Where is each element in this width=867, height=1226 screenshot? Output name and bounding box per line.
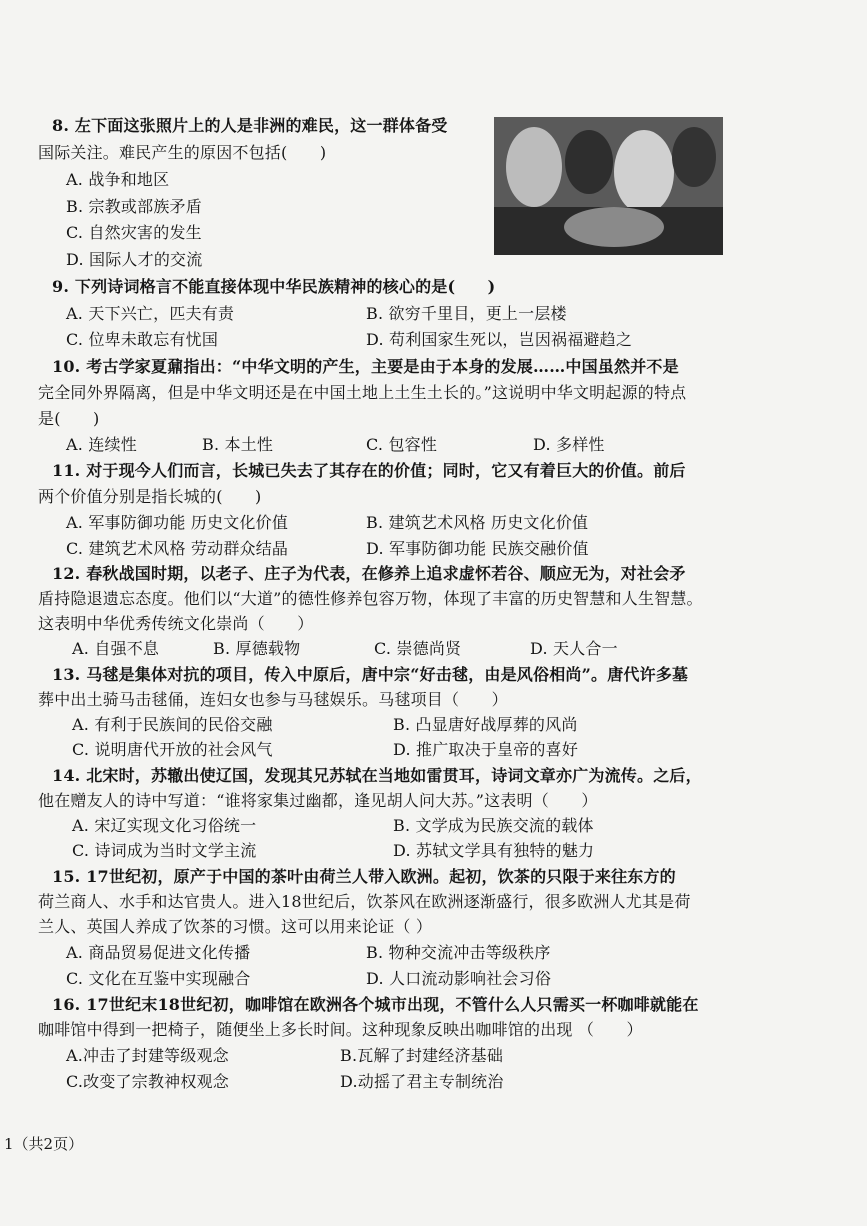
q11-option-b: B. 建筑艺术风格 历史文化价值	[366, 513, 589, 532]
q16-option-b: B.瓦解了封建经济基础	[340, 1046, 504, 1065]
q13-option-c: C. 说明唐代开放的社会风气	[72, 740, 273, 759]
q12-stem-line3: 这表明中华优秀传统文化崇尚（ ）	[38, 614, 314, 633]
q12-stem-line2: 盾持隐退遗忘态度。他们以“大道”的德性修养包容万物，体现了丰富的历史智慧和人生智慧。	[38, 589, 703, 608]
q14-option-c: C. 诗词成为当时文学主流	[72, 841, 257, 860]
q16-option-a: A.冲击了封建等级观念	[66, 1046, 229, 1065]
q14-option-a: A. 宋辽实现文化习俗统一	[72, 816, 257, 835]
q14-option-b: B. 文学成为民族交流的载体	[393, 816, 594, 835]
q13-option-a: A. 有利于民族间的民俗交融	[72, 715, 273, 734]
q12-option-d: D. 天人合一	[530, 639, 618, 658]
q11-option-d: D. 军事防御功能 民族交融价值	[366, 539, 589, 558]
q14-option-d: D. 苏轼文学具有独特的魅力	[393, 841, 595, 860]
q15-option-a: A. 商品贸易促进文化传播	[66, 943, 251, 962]
q8-option-b: B. 宗教或部族矛盾	[66, 197, 202, 216]
q11-stem-line1: 11. 对于现今人们而言，长城已失去了其存在的价值；同时，它又有着巨大的价值。前后	[52, 461, 686, 480]
q15-option-d: D. 人口流动影响社会习俗	[366, 969, 552, 988]
q11-option-c: C. 建筑艺术风格 劳动群众结晶	[66, 539, 289, 558]
q10-option-c: C. 包容性	[366, 435, 438, 454]
q12-option-a: A. 自强不息	[72, 639, 160, 658]
q10-option-a: A. 连续性	[66, 435, 137, 454]
q9-option-d: D. 苟利国家生死以，岂因祸福避趋之	[366, 330, 633, 349]
q9-stem: 9. 下列诗词格言不能直接体现中华民族精神的核心的是( )	[52, 277, 496, 296]
q16-option-d: D.动摇了君主专制统治	[340, 1072, 504, 1091]
q13-option-d: D. 推广取决于皇帝的喜好	[393, 740, 579, 759]
q10-option-b: B. 本土性	[202, 435, 274, 454]
q8-option-d: D. 国际人才的交流	[66, 250, 203, 269]
q10-option-d: D. 多样性	[533, 435, 605, 454]
q12-option-b: B. 厚德载物	[213, 639, 301, 658]
q16-stem-line2: 咖啡馆中得到一把椅子，随便坐上多长时间。这种现象反映出咖啡馆的出现 （ ）	[38, 1020, 643, 1039]
q11-stem-line2: 两个价值分别是指长城的( )	[38, 487, 262, 506]
q11-option-a: A. 军事防御功能 历史文化价值	[66, 513, 289, 532]
q15-stem-line1: 15. 17世纪初，原产于中国的茶叶由荷兰人带入欧洲。起初，饮茶的只限于来往东方的	[52, 867, 676, 886]
q8-stem-line1: 8. 左下面这张照片上的人是非洲的难民，这一群体备受	[52, 116, 448, 135]
q8-option-a: A. 战争和地区	[66, 170, 170, 189]
q15-option-c: C. 文化在互鉴中实现融合	[66, 969, 251, 988]
refugee-photo	[494, 117, 723, 255]
q13-option-b: B. 凸显唐好战厚葬的风尚	[393, 715, 578, 734]
q13-stem-line1: 13. 马毬是集体对抗的项目，传入中原后，唐中宗“好击毬，由是风俗相尚”。唐代许多墓	[52, 665, 689, 684]
q10-stem-line1: 10. 考古学家夏鼐指出：“中华文明的产生，主要是由于本身的发展……中国虽然并不是	[52, 357, 679, 376]
q15-option-b: B. 物种交流冲击等级秩序	[366, 943, 551, 962]
q10-stem-line3: 是( )	[38, 409, 100, 428]
q9-option-a: A. 天下兴亡，匹夫有责	[66, 304, 235, 323]
q12-stem-line1: 12. 春秋战国时期，以老子、庄子为代表，在修养上追求虚怀若谷、顺应无为，对社会矛	[52, 564, 686, 583]
q16-option-c: C.改变了宗教神权观念	[66, 1072, 229, 1091]
q9-option-b: B. 欲穷千里目，更上一层楼	[366, 304, 567, 323]
q12-option-c: C. 崇德尚贤	[374, 639, 462, 658]
q14-stem-line2: 他在赠友人的诗中写道：“谁将家集过幽都，逢见胡人问大苏。”这表明（ ）	[38, 791, 598, 810]
q13-stem-line2: 葬中出土骑马击毬俑，连妇女也参与马毬娱乐。马毬项目（ ）	[38, 690, 508, 709]
q16-stem-line1: 16. 17世纪末18世纪初，咖啡馆在欧洲各个城市出现，不管什么人只需买一杯咖啡就能在	[52, 995, 699, 1014]
page-footer: 1（共2页）	[4, 1135, 84, 1153]
photo-image	[494, 117, 723, 255]
q15-stem-line2: 荷兰商人、水手和达官贵人。进入18世纪后，饮茶风在欧洲逐渐盛行，很多欧洲人尤其是荷	[38, 892, 691, 911]
q8-option-c: C. 自然灾害的发生	[66, 223, 202, 242]
q10-stem-line2: 完全同外界隔离，但是中华文明还是在中国土地上土生土长的。”这说明中华文明起源的特点	[38, 383, 687, 402]
q14-stem-line1: 14. 北宋时，苏辙出使辽国，发现其兄苏轼在当地如雷贯耳，诗词文章亦广为流传。之后，	[52, 766, 702, 785]
q15-stem-line3: 兰人、英国人养成了饮茶的习惯。这可以用来论证（ ）	[38, 917, 433, 936]
q8-stem-line2: 国际关注。难民产生的原因不包括( )	[38, 143, 327, 162]
q9-option-c: C. 位卑未敢忘有忧国	[66, 330, 219, 349]
